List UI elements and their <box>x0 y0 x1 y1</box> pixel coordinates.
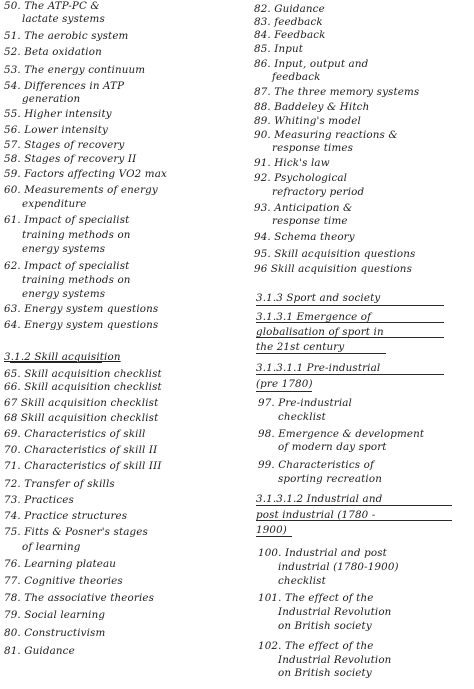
left-column-line: 54. Differences in ATP <box>4 80 125 92</box>
right-column-line: 83. feedback <box>254 16 323 28</box>
left-column-line: 80. Constructivism <box>4 627 106 639</box>
left-column-line: 61. Impact of specialist <box>4 214 130 226</box>
right-column-line: 84. Feedback <box>254 29 326 41</box>
right-column-line: response time <box>272 215 348 227</box>
right-column-line: (pre 1780) <box>256 378 313 390</box>
right-column-line: 3.1.3.1.1 Pre-industrial <box>256 362 381 374</box>
right-column-line: Industrial Revolution <box>278 606 392 618</box>
underline-rule <box>256 391 312 392</box>
left-column-line: generation <box>22 93 81 105</box>
right-column-line: 96 Skill acquisition questions <box>254 263 413 275</box>
right-column-line: 89. Whiting's model <box>254 115 361 127</box>
right-column-line: 92. Psychological <box>254 172 348 184</box>
left-column-line: 70. Characteristics of skill II <box>4 444 158 456</box>
right-column-line: refractory period <box>272 186 365 198</box>
left-column-line: 55. Higher intensity <box>4 108 112 120</box>
right-column-line: 101. The effect of the <box>258 592 374 604</box>
right-column-line: 3.1.3.1 Emergence of <box>256 311 372 323</box>
right-column-line: 102. The effect of the <box>258 640 374 652</box>
left-column-line: 72. Transfer of skills <box>4 478 115 490</box>
left-column-line: 73. Practices <box>4 494 74 506</box>
right-column-line: 1900) <box>256 524 287 536</box>
right-column-line: on British society <box>278 620 372 632</box>
left-column-line: 56. Lower intensity <box>4 124 108 136</box>
right-column-line: globalisation of sport in <box>256 326 384 338</box>
right-column-line: checklist <box>278 575 326 587</box>
right-column-line: 90. Measuring reactions & <box>254 129 398 141</box>
left-column-line: 78. The associative theories <box>4 592 155 604</box>
underline-rule <box>256 374 444 375</box>
right-column-line: 85. Input <box>254 43 304 55</box>
underline-rule <box>256 520 452 521</box>
left-column-line: 67 Skill acquisition checklist <box>4 397 159 409</box>
right-column-line: 91. Hick's law <box>254 157 330 169</box>
left-column-line: 63. Energy system questions <box>4 303 159 315</box>
left-column-line: 62. Impact of specialist <box>4 260 130 272</box>
left-column-line: 64. Energy system questions <box>4 319 159 331</box>
left-column-line: 74. Practice structures <box>4 510 128 522</box>
right-column-line: 95. Skill acquisition questions <box>254 248 416 260</box>
right-column-line: 3.1.3 Sport and society <box>256 292 381 304</box>
left-column-line: 81. Guidance <box>4 645 75 657</box>
left-column-line: training methods on <box>22 274 131 286</box>
left-column-line: energy systems <box>22 288 106 300</box>
right-column-line: checklist <box>278 411 326 423</box>
right-column-line: response times <box>272 142 354 154</box>
left-column-line: 3.1.2 Skill acquisition <box>4 351 121 363</box>
underline-rule <box>256 353 386 354</box>
right-column-line: 3.1.3.1.2 Industrial and <box>256 493 383 505</box>
underline-rule <box>256 536 292 537</box>
left-column-line: 71. Characteristics of skill III <box>4 460 162 472</box>
right-column-line: Industrial Revolution <box>278 654 392 666</box>
right-column-line: 99. Characteristics of <box>258 459 374 471</box>
right-column-line: 97. Pre-industrial <box>258 397 352 409</box>
right-column-line: on British society <box>278 667 372 679</box>
right-column-line: 93. Anticipation & <box>254 202 353 214</box>
right-column-line: the 21st century <box>256 341 345 353</box>
underline-rule <box>256 505 452 506</box>
left-column-line: of learning <box>22 541 81 553</box>
left-column-line: 77. Cognitive theories <box>4 575 123 587</box>
right-column-line: 86. Input, output and <box>254 58 369 70</box>
left-column-line: 59. Factors affecting VO2 max <box>4 168 167 180</box>
right-column-line: 82. Guidance <box>254 3 325 15</box>
left-column-line: 52. Beta oxidation <box>4 46 102 58</box>
left-column-line: 68 Skill acquisition checklist <box>4 412 159 424</box>
left-column-line: expenditure <box>22 198 87 210</box>
right-column-line: 88. Baddeley & Hitch <box>254 101 370 113</box>
left-column-line: 75. Fitts & Posner's stages <box>4 526 148 538</box>
left-column-line: 53. The energy continuum <box>4 64 146 76</box>
left-column-line: 76. Learning plateau <box>4 558 117 570</box>
right-column-line: 94. Schema theory <box>254 231 355 243</box>
left-column-line: 66. Skill acquisition checklist <box>4 381 162 393</box>
underline-rule <box>256 337 444 338</box>
left-column-line: 60. Measurements of energy <box>4 184 158 196</box>
left-column-line: 69. Characteristics of skill <box>4 428 146 440</box>
right-column-line: post industrial (1780 - <box>256 509 376 521</box>
left-column-line: energy systems <box>22 243 106 255</box>
left-column-line: 65. Skill acquisition checklist <box>4 368 162 380</box>
right-column-line: of modern day sport <box>278 441 387 453</box>
underline-rule <box>256 322 444 323</box>
right-column-line: 100. Industrial and post <box>258 547 387 559</box>
left-column-line: 50. The ATP-PC & <box>4 0 100 12</box>
left-column-line: training methods on <box>22 229 131 241</box>
underline-rule <box>10 362 102 363</box>
left-column-line: 57. Stages of recovery <box>4 139 125 151</box>
right-column-line: feedback <box>272 71 321 83</box>
left-column-line: 58. Stages of recovery II <box>4 153 137 165</box>
left-column-line: 79. Social learning <box>4 609 106 621</box>
right-column-line: 87. The three memory systems <box>254 86 420 98</box>
underline-rule <box>256 305 444 306</box>
right-column-line: sporting recreation <box>278 473 382 485</box>
right-column-line: industrial (1780-1900) <box>278 561 399 573</box>
right-column-line: 98. Emergence & development <box>258 428 425 440</box>
left-column-line: 51. The aerobic system <box>4 30 129 42</box>
left-column-line: lactate systems <box>22 13 105 25</box>
